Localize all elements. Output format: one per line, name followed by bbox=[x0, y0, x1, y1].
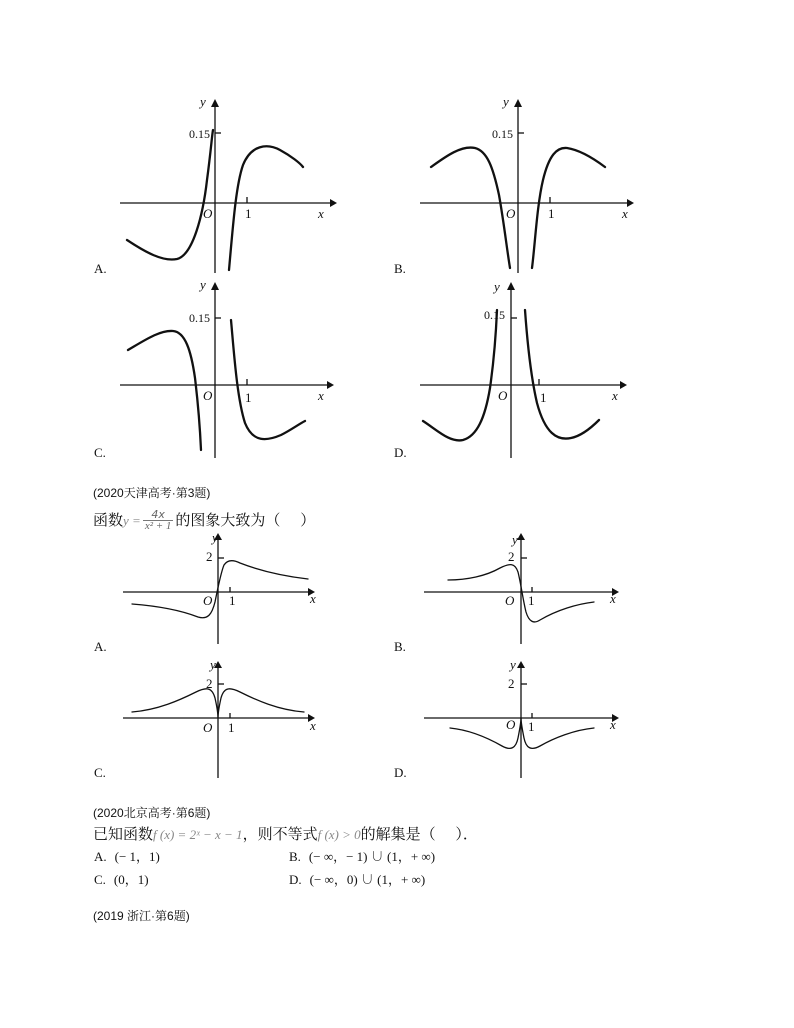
x-axis-label: x bbox=[318, 206, 324, 221]
x-tick-label: 1 bbox=[229, 593, 236, 608]
curve bbox=[229, 146, 303, 270]
y-tick-label: 0.15 bbox=[484, 308, 505, 322]
question-source: (2020天津高考·第3题) bbox=[93, 486, 211, 500]
x-arrow-icon bbox=[627, 199, 634, 207]
option-c[interactable]: C. (0，1) bbox=[94, 872, 149, 887]
y-tick-label: 0.15 bbox=[189, 127, 210, 141]
option-a[interactable]: A. (− 1，1) bbox=[94, 849, 160, 864]
x-tick-label: 1 bbox=[540, 390, 547, 405]
q2-graph-b bbox=[422, 532, 632, 647]
y-tick-label: 0.15 bbox=[492, 127, 513, 141]
option-label: A. bbox=[94, 261, 107, 276]
y-tick-label: 0.15 bbox=[189, 311, 210, 325]
y-arrow-icon bbox=[507, 282, 515, 290]
x-tick-label: 1 bbox=[548, 206, 555, 221]
option-label: D. bbox=[394, 445, 407, 460]
question-stem: 已知函数f (x) = 2ˣ − x − 1，则不等式f (x) > 0的解集是（ ）． bbox=[93, 825, 478, 843]
q2-graph-a bbox=[118, 532, 328, 647]
curve bbox=[231, 320, 305, 439]
option-label: D. bbox=[394, 765, 407, 780]
y-axis-label: y bbox=[512, 532, 518, 547]
y-arrow-icon bbox=[211, 282, 219, 290]
x-axis-label: x bbox=[612, 388, 618, 403]
y-tick-label: 2 bbox=[206, 676, 213, 691]
y-arrow-icon bbox=[514, 99, 522, 107]
curve bbox=[128, 331, 201, 450]
x-tick-label: 1 bbox=[245, 390, 252, 405]
y-tick-label: 2 bbox=[206, 549, 213, 564]
option-b[interactable]: B. (− ∞，− 1) ∪ (1，+ ∞) bbox=[289, 849, 436, 864]
x-arrow-icon bbox=[330, 199, 337, 207]
origin-label: O bbox=[203, 206, 213, 221]
y-arrow-icon bbox=[211, 99, 219, 107]
x-axis-label: x bbox=[310, 718, 316, 733]
y-axis-label: y bbox=[210, 657, 216, 672]
q1-graph-d bbox=[415, 278, 640, 463]
option-label: B. bbox=[394, 639, 406, 654]
q1-graph-b bbox=[415, 95, 640, 280]
curve bbox=[525, 310, 599, 439]
origin-label: O bbox=[203, 388, 213, 403]
x-tick-label: 1 bbox=[228, 720, 235, 735]
y-axis-label: y bbox=[510, 657, 516, 672]
curve bbox=[132, 561, 308, 618]
q1-graph-a bbox=[115, 95, 340, 280]
origin-label: O bbox=[203, 593, 213, 608]
question-stem: 函数y = $\frac{4x}{\text{x² + 1}}$ 的图象大致为（ ） bbox=[93, 508, 316, 532]
x-axis-label: x bbox=[610, 591, 616, 606]
option-label: A. bbox=[94, 639, 107, 654]
y-axis-label: y bbox=[200, 94, 206, 109]
curve bbox=[431, 148, 510, 268]
q2-graph-c bbox=[118, 660, 328, 780]
y-axis-label: y bbox=[200, 277, 206, 292]
origin-label: O bbox=[506, 206, 516, 221]
x-axis-label: x bbox=[610, 717, 616, 732]
x-arrow-icon bbox=[327, 381, 334, 389]
origin-label: O bbox=[506, 717, 516, 732]
x-tick-label: 1 bbox=[528, 719, 535, 734]
curve bbox=[423, 310, 497, 440]
x-arrow-icon bbox=[620, 381, 627, 389]
option-label: C. bbox=[94, 445, 106, 460]
q2-graph-d bbox=[422, 660, 632, 780]
question-source: (2019 浙江·第6题) bbox=[93, 909, 190, 923]
x-tick-label: 1 bbox=[245, 206, 252, 221]
option-label: B. bbox=[394, 261, 406, 276]
x-tick-label: 1 bbox=[528, 593, 535, 608]
y-axis-label: y bbox=[503, 94, 509, 109]
option-label: C. bbox=[94, 765, 106, 780]
curve bbox=[532, 148, 605, 268]
origin-label: O bbox=[498, 388, 508, 403]
y-arrow-icon bbox=[517, 533, 525, 540]
curve bbox=[450, 718, 594, 748]
y-arrow-icon bbox=[517, 661, 525, 668]
option-d[interactable]: D. (− ∞，0) ∪ (1，+ ∞) bbox=[289, 872, 426, 887]
fraction: $\frac{4x}{\text{x² + 1}}$ bbox=[144, 508, 172, 532]
origin-label: O bbox=[203, 720, 213, 735]
x-axis-label: x bbox=[622, 206, 628, 221]
y-axis-label: y bbox=[494, 279, 500, 294]
y-tick-label: 2 bbox=[508, 549, 515, 564]
y-tick-label: 2 bbox=[508, 676, 515, 691]
x-axis-label: x bbox=[310, 591, 316, 606]
q1-graph-c bbox=[115, 278, 340, 463]
question-source: (2020北京高考·第6题) bbox=[93, 806, 211, 820]
x-axis-label: x bbox=[318, 388, 324, 403]
y-axis-label: y bbox=[212, 530, 218, 545]
origin-label: O bbox=[505, 593, 515, 608]
curve bbox=[127, 130, 213, 260]
